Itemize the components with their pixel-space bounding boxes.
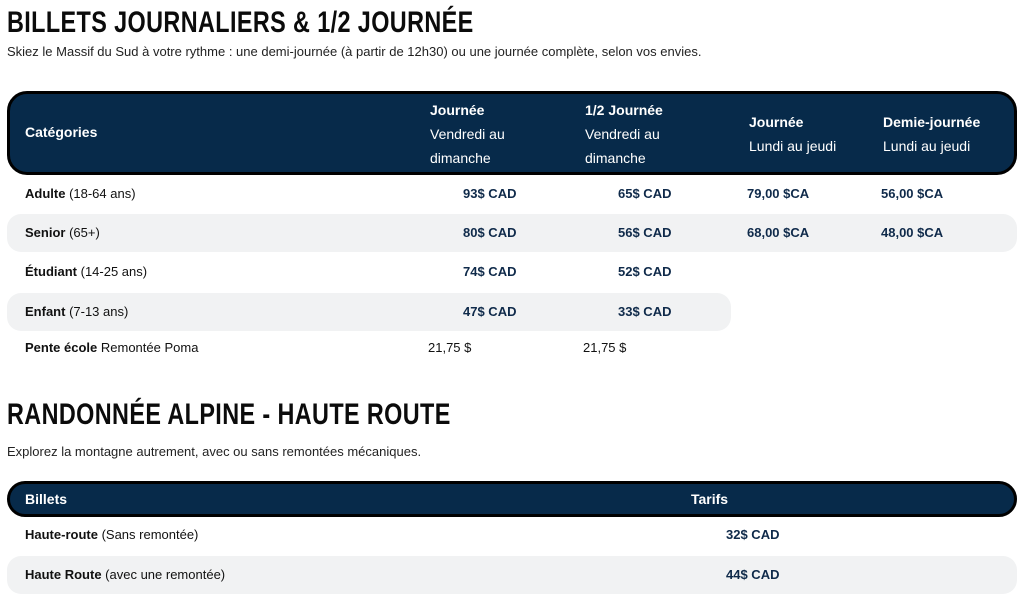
alpine-touring-header <box>7 481 1017 517</box>
price-cell: 65$ CAD <box>618 186 672 201</box>
row-label: Adulte (18-64 ans) <box>25 186 136 201</box>
price-cell: 21,75 $ <box>428 340 472 355</box>
price-cell: 47$ CAD <box>463 304 517 319</box>
header-tarifs: Tarifs <box>691 491 729 507</box>
daily-tickets-title: BILLETS JOURNALIERS & 1/2 JOURNÉE <box>7 6 474 39</box>
alpine-touring-title: RANDONNÉE ALPINE - HAUTE ROUTE <box>7 398 451 431</box>
table-row <box>7 516 1017 554</box>
header-col4: Demie-journée Lundi au jeudi <box>883 114 981 154</box>
header-billets: Billets <box>25 491 68 507</box>
price-cell: 79,00 $CA <box>747 186 810 201</box>
alpine-touring-section <box>7 400 1017 605</box>
price-cell: 32$ CAD <box>726 527 780 542</box>
price-cell: 48,00 $CA <box>881 225 944 240</box>
header-categories: Catégories <box>25 124 98 140</box>
table-row <box>7 175 1017 213</box>
price-cell: 74$ CAD <box>463 264 517 279</box>
daily-tickets-header <box>7 91 1017 175</box>
table-row <box>7 329 1017 367</box>
header-col3: Journée Lundi au jeudi <box>749 114 837 154</box>
table-row <box>7 214 1017 252</box>
price-cell: 56$ CAD <box>618 225 672 240</box>
table-row <box>7 293 731 331</box>
row-label: Étudiant (14-25 ans) <box>25 264 148 279</box>
daily-tickets-intro: Skiez le Massif du Sud à votre rythme : une demi-journée (à partir de 12h30) ou une journée complète, selon vos envies. <box>7 44 702 59</box>
row-label: Haute Route (avec une remontée) <box>25 567 226 582</box>
row-label: Haute-route (Sans remontée) <box>25 527 199 542</box>
header-col1: Journée Vendredi au dimanche <box>430 102 505 166</box>
price-cell: 68,00 $CA <box>747 225 810 240</box>
price-cell: 80$ CAD <box>463 225 517 240</box>
price-cell: 52$ CAD <box>618 264 672 279</box>
header-col2: 1/2 Journée Vendredi au dimanche <box>585 102 663 166</box>
daily-tickets-section <box>7 8 1017 368</box>
row-label: Pente école Remontée Poma <box>25 340 199 355</box>
row-label: Senior (65+) <box>25 225 100 240</box>
price-cell: 44$ CAD <box>726 567 780 582</box>
alpine-touring-intro: Explorez la montagne autrement, avec ou sans remontées mécaniques. <box>7 444 422 459</box>
price-cell: 21,75 $ <box>583 340 627 355</box>
price-cell: 56,00 $CA <box>881 186 944 201</box>
table-row <box>7 253 1017 291</box>
table-row <box>7 556 1017 594</box>
row-label: Enfant (7-13 ans) <box>25 304 129 319</box>
price-cell: 93$ CAD <box>463 186 517 201</box>
price-cell: 33$ CAD <box>618 304 672 319</box>
